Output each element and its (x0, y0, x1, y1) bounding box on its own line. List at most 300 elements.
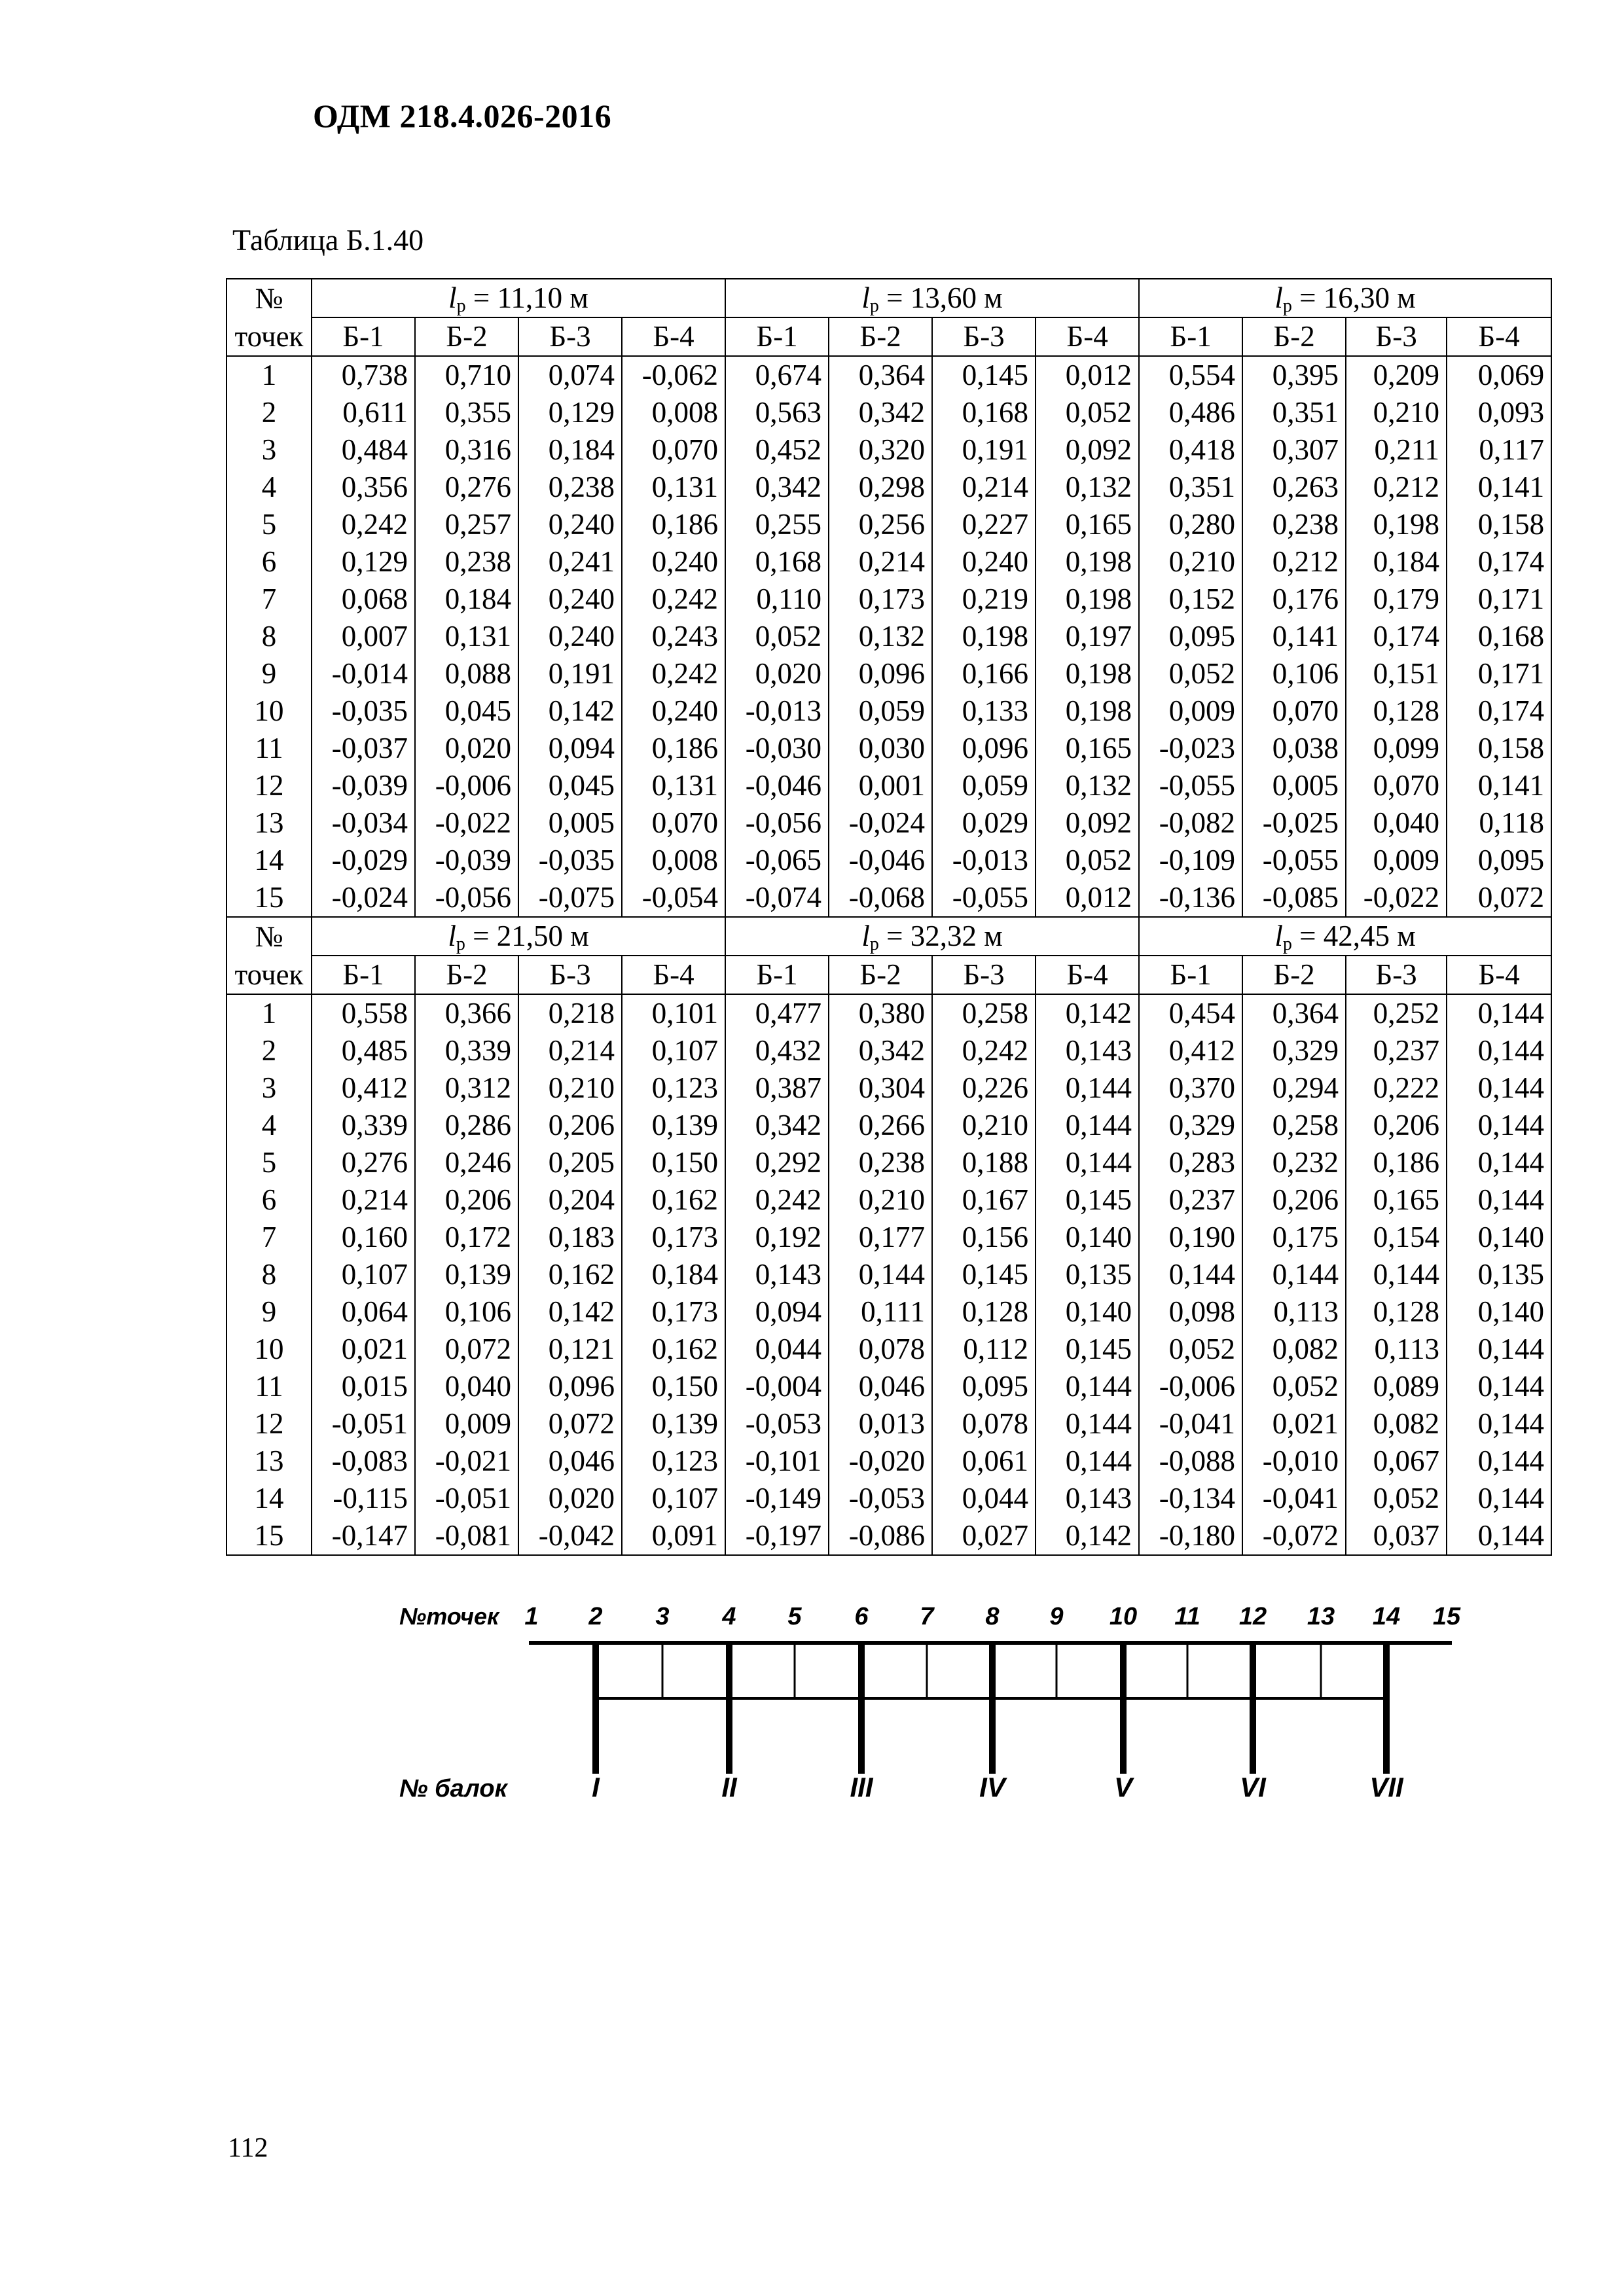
coefficient-cell: -0,024 (312, 879, 415, 917)
coefficient-cell: 0,096 (829, 655, 932, 692)
beam-header: Б-4 (1036, 956, 1139, 994)
point-number: 8 (226, 1256, 312, 1293)
coefficient-cell: 0,144 (1447, 1331, 1551, 1368)
coefficient-cell: -0,022 (1346, 879, 1447, 917)
coefficient-cell: 0,212 (1346, 469, 1447, 506)
coefficient-cell: 0,412 (312, 1069, 415, 1107)
coefficient-cell: 0,418 (1139, 431, 1242, 469)
coefficient-cell: 0,206 (1346, 1107, 1447, 1144)
point-number-label: 13 (1307, 1603, 1335, 1630)
coefficient-cell: 0,276 (312, 1144, 415, 1181)
point-number: 10 (226, 1331, 312, 1368)
coefficient-cell: 0,432 (725, 1032, 829, 1069)
coefficient-cell: 0,143 (1036, 1032, 1139, 1069)
coefficient-cell: 0,078 (829, 1331, 932, 1368)
point-number: 7 (226, 1219, 312, 1256)
beam-header: Б-3 (1346, 956, 1447, 994)
coefficient-cell: 0,020 (415, 730, 518, 767)
coefficient-cell: 0,152 (1139, 581, 1242, 618)
coefficient-cell: 0,145 (932, 356, 1036, 394)
coefficient-cell: 0,205 (518, 1144, 622, 1181)
coefficient-cell: 0,144 (1447, 1480, 1551, 1517)
coefficient-cell: -0,055 (932, 879, 1036, 917)
coefficient-cell: -0,056 (415, 879, 518, 917)
coefficient-cell: 0,111 (829, 1293, 932, 1331)
coefficient-cell: 0,243 (622, 618, 725, 655)
coefficient-cell: -0,085 (1242, 879, 1346, 917)
coefficient-cell: -0,013 (725, 692, 829, 730)
beam-number-label: VII (1369, 1772, 1403, 1803)
coefficient-cell: 0,316 (415, 431, 518, 469)
coefficient-cell: 0,113 (1242, 1293, 1346, 1331)
coefficient-cell: -0,086 (829, 1517, 932, 1555)
coefficient-cell: -0,035 (518, 842, 622, 879)
coefficient-cell: 0,144 (1447, 1443, 1551, 1480)
coefficient-cell: 0,190 (1139, 1219, 1242, 1256)
coefficient-cell: 0,093 (1447, 394, 1551, 431)
beam-header: Б-1 (725, 317, 829, 356)
coefficient-cell: 0,139 (622, 1107, 725, 1144)
coefficient-cell: 0,021 (1242, 1405, 1346, 1443)
coefficient-cell: -0,021 (415, 1443, 518, 1480)
coefficient-cell: -0,037 (312, 730, 415, 767)
coefficient-cell: 0,238 (415, 543, 518, 581)
coefficient-cell: 0,257 (415, 506, 518, 543)
span-length-value: 16,30 м (1323, 281, 1416, 314)
coefficient-cell: -0,051 (415, 1480, 518, 1517)
coefficient-cell: 0,128 (1346, 692, 1447, 730)
beams-axis-label: № балок (399, 1775, 507, 1803)
coefficient-cell: 0,210 (829, 1181, 932, 1219)
coefficient-cell: 0,263 (1242, 469, 1346, 506)
coefficient-cell: 0,563 (725, 394, 829, 431)
coefficient-cell: 0,214 (829, 543, 932, 581)
coefficient-cell: -0,006 (415, 767, 518, 804)
coefficient-cell: 0,172 (415, 1219, 518, 1256)
coefficient-cell: 0,238 (518, 469, 622, 506)
coefficient-cell: 0,064 (312, 1293, 415, 1331)
coefficient-cell: 0,186 (1346, 1144, 1447, 1181)
coefficient-cell: 0,162 (622, 1181, 725, 1219)
coefficient-cell: 0,395 (1242, 356, 1346, 394)
coefficient-cell: 0,009 (1346, 842, 1447, 879)
coefficient-cell: -0,041 (1139, 1405, 1242, 1443)
coefficient-cell: 0,226 (932, 1069, 1036, 1107)
point-number: 5 (226, 506, 312, 543)
beam-header: Б-1 (312, 956, 415, 994)
coefficient-cell: -0,014 (312, 655, 415, 692)
coefficient-cell: 0,144 (1447, 994, 1551, 1032)
span-length-header: $l_р = 16,30$ м (1139, 279, 1551, 317)
coefficient-cell: 0,387 (725, 1069, 829, 1107)
coefficient-cell: -0,136 (1139, 879, 1242, 917)
coefficient-cell: 0,214 (932, 469, 1036, 506)
coefficient-cell: 0,162 (622, 1331, 725, 1368)
coefficient-cell: 0,356 (312, 469, 415, 506)
coefficient-cell: 0,174 (1346, 618, 1447, 655)
beam-header: Б-4 (1447, 956, 1551, 994)
coefficient-cell: 0,168 (725, 543, 829, 581)
coefficient-cell: 0,038 (1242, 730, 1346, 767)
no-label: № (226, 917, 312, 956)
coefficient-cell: 0,240 (518, 618, 622, 655)
coefficient-cell: 0,214 (312, 1181, 415, 1219)
beam-number-label: I (592, 1772, 600, 1803)
coefficient-cell: 0,364 (1242, 994, 1346, 1032)
coefficient-cell: 0,030 (829, 730, 932, 767)
coefficient-cell: 0,059 (932, 767, 1036, 804)
coefficient-cell: 0,412 (1139, 1032, 1242, 1069)
beam-header: Б-1 (725, 956, 829, 994)
coefficient-cell: 0,210 (518, 1069, 622, 1107)
span-length-value: 11,10 м (497, 281, 588, 314)
coefficient-cell: 0,738 (312, 356, 415, 394)
coefficient-cell: 0,009 (1139, 692, 1242, 730)
span-length-value: 13,60 м (910, 281, 1003, 314)
coefficient-cell: -0,134 (1139, 1480, 1242, 1517)
coefficient-cell: -0,054 (622, 879, 725, 917)
span-length-header: $l_р = 13,60$ м (725, 279, 1139, 317)
coefficient-cell: 0,486 (1139, 394, 1242, 431)
coefficient-cell: 0,219 (932, 581, 1036, 618)
coefficient-cell: 0,005 (518, 804, 622, 842)
coefficient-cell: 0,283 (1139, 1144, 1242, 1181)
coefficient-cell: -0,053 (829, 1480, 932, 1517)
coefficient-cell: -0,065 (725, 842, 829, 879)
beam-number-label: VI (1240, 1772, 1266, 1803)
coefficient-cell: 0,092 (1036, 804, 1139, 842)
coefficient-cell: 0,320 (829, 431, 932, 469)
beam-header: Б-1 (1139, 956, 1242, 994)
coefficient-cell: 0,183 (518, 1219, 622, 1256)
coefficient-cell: -0,075 (518, 879, 622, 917)
point-number: 1 (226, 356, 312, 394)
coefficient-cell: 0,198 (1036, 655, 1139, 692)
coefficient-cell: 0,241 (518, 543, 622, 581)
coefficient-cell: 0,351 (1139, 469, 1242, 506)
coefficient-cell: 0,144 (1036, 1368, 1139, 1405)
point-number: 11 (226, 1368, 312, 1405)
coefficient-cell: 0,329 (1139, 1107, 1242, 1144)
coefficient-cell: 0,095 (1447, 842, 1551, 879)
coefficient-cell: 0,135 (1036, 1256, 1139, 1293)
point-number-label: 6 (854, 1603, 869, 1630)
coefficient-cell: 0,141 (1447, 767, 1551, 804)
span-length-value: 21,50 м (496, 920, 589, 952)
coefficient-cell: 0,132 (1036, 767, 1139, 804)
coefficient-cell: 0,240 (518, 506, 622, 543)
beam-header: Б-2 (415, 317, 518, 356)
coefficient-cell: 0,070 (622, 804, 725, 842)
coefficient-cell: 0,133 (932, 692, 1036, 730)
coefficient-cell: 0,174 (1447, 692, 1551, 730)
coefficient-cell: 0,175 (1242, 1219, 1346, 1256)
beam-header: Б-2 (1242, 956, 1346, 994)
coefficient-cell: 0,355 (415, 394, 518, 431)
coefficient-cell: 0,020 (518, 1480, 622, 1517)
coefficient-cell: 0,242 (932, 1032, 1036, 1069)
coefficient-cell: -0,147 (312, 1517, 415, 1555)
point-number: 14 (226, 842, 312, 879)
coefficient-cell: 0,370 (1139, 1069, 1242, 1107)
coefficient-cell: 0,191 (932, 431, 1036, 469)
coefficient-cell: 0,209 (1346, 356, 1447, 394)
coefficient-cell: -0,197 (725, 1517, 829, 1555)
coefficient-cell: 0,184 (1346, 543, 1447, 581)
coefficient-cell: -0,062 (622, 356, 725, 394)
coefficient-cell: 0,070 (1242, 692, 1346, 730)
coefficient-cell: -0,074 (725, 879, 829, 917)
coefficient-cell: 0,258 (932, 994, 1036, 1032)
coefficient-cell: 0,144 (1346, 1256, 1447, 1293)
coefficient-cell: -0,030 (725, 730, 829, 767)
coefficient-cell: 0,131 (622, 469, 725, 506)
page-number: 112 (228, 2133, 268, 2163)
coefficient-cell: 0,210 (1139, 543, 1242, 581)
coefficient-cell: 0,342 (725, 1107, 829, 1144)
coefficient-cell: -0,024 (829, 804, 932, 842)
coefficient-cell: 0,139 (622, 1405, 725, 1443)
point-number-label: 3 (655, 1603, 670, 1630)
coefficient-cell: 0,206 (1242, 1181, 1346, 1219)
coefficient-cell: 0,078 (932, 1405, 1036, 1443)
point-number: 14 (226, 1480, 312, 1517)
coefficient-cell: 0,139 (415, 1256, 518, 1293)
coefficient-cell: 0,045 (415, 692, 518, 730)
coefficient-cell: 0,252 (1346, 994, 1447, 1032)
coefficient-cell: -0,013 (932, 842, 1036, 879)
coefficient-cell: -0,022 (415, 804, 518, 842)
document-code: ОДМ 218.4.026-2016 (313, 98, 612, 134)
coefficient-cell: 0,246 (415, 1144, 518, 1181)
coefficient-cell: 0,144 (1447, 1107, 1551, 1144)
scheme-labels (399, 1603, 1461, 1803)
coefficient-cell: 0,710 (415, 356, 518, 394)
coefficient-cell: 0,106 (415, 1293, 518, 1331)
points-axis-label: №точек (399, 1603, 499, 1630)
coefficient-cell: 0,128 (932, 1293, 1036, 1331)
point-number-label: 12 (1238, 1603, 1267, 1630)
coefficient-cell: 0,171 (1447, 581, 1551, 618)
span-length-header: $l_р = 42,45$ м (1139, 917, 1551, 956)
coefficient-cell: -0,041 (1242, 1480, 1346, 1517)
coefficient-cell: -0,088 (1139, 1443, 1242, 1480)
coefficient-cell: 0,112 (932, 1331, 1036, 1368)
coefficient-cell: 0,238 (829, 1144, 932, 1181)
coefficient-cell: 0,059 (829, 692, 932, 730)
coefficient-cell: -0,109 (1139, 842, 1242, 879)
coefficient-cell: 0,286 (415, 1107, 518, 1144)
coefficient-cell: 0,082 (1242, 1331, 1346, 1368)
coefficient-cell: 0,191 (518, 655, 622, 692)
coefficient-cell: 0,132 (829, 618, 932, 655)
point-number: 4 (226, 1107, 312, 1144)
coefficient-cell: 0,072 (518, 1405, 622, 1443)
coefficient-cell: 0,070 (1346, 767, 1447, 804)
coefficient-cell: 0,107 (312, 1256, 415, 1293)
coefficient-cell: 0,558 (312, 994, 415, 1032)
coefficient-cell: 0,052 (1139, 655, 1242, 692)
coefficient-cell: 0,141 (1242, 618, 1346, 655)
coefficient-cell: 0,145 (1036, 1331, 1139, 1368)
coefficient-cell: 0,452 (725, 431, 829, 469)
beam-header: Б-3 (932, 317, 1036, 356)
coefficient-cell: 0,143 (1036, 1480, 1139, 1517)
coefficient-cell: 0,366 (415, 994, 518, 1032)
table-caption: Таблица Б.1.40 (232, 223, 424, 257)
point-number: 6 (226, 543, 312, 581)
point-number-label: 14 (1372, 1603, 1401, 1630)
point-number: 6 (226, 1181, 312, 1219)
point-number: 15 (226, 879, 312, 917)
coefficient-cell: 0,192 (725, 1219, 829, 1256)
coefficient-cell: -0,010 (1242, 1443, 1346, 1480)
beam-header: Б-2 (829, 956, 932, 994)
coefficient-cell: 0,339 (312, 1107, 415, 1144)
coefficient-cell: 0,171 (1447, 655, 1551, 692)
coefficient-cell: 0,144 (1447, 1405, 1551, 1443)
coefficient-cell: 0,015 (312, 1368, 415, 1405)
coefficient-cell: 0,227 (932, 506, 1036, 543)
beam-header: Б-3 (932, 956, 1036, 994)
coefficient-cell: 0,485 (312, 1032, 415, 1069)
coefficient-cell: 0,091 (622, 1517, 725, 1555)
coefficient-cell: 0,129 (312, 543, 415, 581)
coefficient-cell: 0,144 (1139, 1256, 1242, 1293)
point-number: 15 (226, 1517, 312, 1555)
points-label: точек (226, 317, 312, 356)
coefficient-cell: 0,044 (932, 1480, 1036, 1517)
coefficient-cell: 0,007 (312, 618, 415, 655)
coefficient-cell: 0,005 (1242, 767, 1346, 804)
points-label: точек (226, 956, 312, 994)
coefficient-cell: 0,052 (1139, 1331, 1242, 1368)
coefficient-cell: 0,037 (1346, 1517, 1447, 1555)
coefficient-cell: 0,454 (1139, 994, 1242, 1032)
beam-header: Б-4 (622, 317, 725, 356)
coefficient-cell: 0,166 (932, 655, 1036, 692)
point-number: 8 (226, 618, 312, 655)
point-number: 1 (226, 994, 312, 1032)
coefficient-cell: -0,046 (829, 842, 932, 879)
coefficient-cell: -0,081 (415, 1517, 518, 1555)
coefficient-cell: 0,144 (1036, 1144, 1139, 1181)
coefficient-cell: 0,198 (932, 618, 1036, 655)
coefficient-cell: -0,025 (1242, 804, 1346, 842)
coefficient-cell: 0,240 (622, 543, 725, 581)
coefficient-cell: -0,180 (1139, 1517, 1242, 1555)
point-number: 10 (226, 692, 312, 730)
coefficient-cell: -0,023 (1139, 730, 1242, 767)
coefficient-cell: 0,067 (1346, 1443, 1447, 1480)
coefficient-cell: -0,046 (725, 767, 829, 804)
coefficient-cell: 0,176 (1242, 581, 1346, 618)
coefficient-cell: 0,212 (1242, 543, 1346, 581)
coefficient-cell: 0,142 (1036, 1517, 1139, 1555)
coefficient-cell: 0,123 (622, 1069, 725, 1107)
coefficient-cell: 0,276 (415, 469, 518, 506)
span-length-header: $l_р = 21,50$ м (312, 917, 725, 956)
point-number-label: 2 (588, 1603, 603, 1630)
coefficient-cell: -0,051 (312, 1405, 415, 1443)
coefficient-cell: 0,184 (415, 581, 518, 618)
coefficient-cell: 0,351 (1242, 394, 1346, 431)
coefficient-cell: 0,186 (622, 730, 725, 767)
coefficient-cell: 0,140 (1036, 1219, 1139, 1256)
point-number: 13 (226, 804, 312, 842)
coefficient-cell: 0,094 (725, 1293, 829, 1331)
coefficient-cell: 0,029 (932, 804, 1036, 842)
coefficient-cell: 0,070 (622, 431, 725, 469)
coefficient-cell: 0,174 (1447, 543, 1551, 581)
coefficient-cell: 0,144 (1242, 1256, 1346, 1293)
coefficient-cell: 0,089 (1346, 1368, 1447, 1405)
coefficient-cell: 0,218 (518, 994, 622, 1032)
coefficient-cell: 0,232 (1242, 1144, 1346, 1181)
span-length-header: $l_р = 11,10$ м (312, 279, 725, 317)
coefficient-cell: 0,304 (829, 1069, 932, 1107)
coefficient-cell: 0,342 (829, 1032, 932, 1069)
coefficient-cell: 0,068 (312, 581, 415, 618)
coefficient-cell: 0,165 (1346, 1181, 1447, 1219)
coefficient-cell: 0,013 (829, 1405, 932, 1443)
coefficient-cell: 0,204 (518, 1181, 622, 1219)
point-number: 9 (226, 1293, 312, 1331)
coefficient-cell: 0,096 (932, 730, 1036, 767)
beam-header: Б-1 (1139, 317, 1242, 356)
point-number-label: 7 (920, 1603, 934, 1630)
coefficient-cell: -0,149 (725, 1480, 829, 1517)
coefficient-cell: 0,477 (725, 994, 829, 1032)
coefficient-cell: 0,040 (1346, 804, 1447, 842)
coefficient-cell: 0,110 (725, 581, 829, 618)
coefficient-cell: 0,046 (518, 1443, 622, 1480)
coefficient-cell: 0,072 (415, 1331, 518, 1368)
coefficient-cell: 0,329 (1242, 1032, 1346, 1069)
coefficient-cell: 0,184 (622, 1256, 725, 1293)
coefficient-cell: 0,001 (829, 767, 932, 804)
coefficient-cell: 0,266 (829, 1107, 932, 1144)
coefficient-cell: 0,098 (1139, 1293, 1242, 1331)
coefficient-cell: 0,101 (622, 994, 725, 1032)
point-number-label: 1 (524, 1603, 539, 1630)
coefficient-cell: 0,082 (1346, 1405, 1447, 1443)
point-number-label: 10 (1109, 1603, 1138, 1630)
point-number: 12 (226, 767, 312, 804)
coefficient-cell: 0,099 (1346, 730, 1447, 767)
span-length-value: 32,32 м (910, 920, 1003, 952)
coefficient-cell: 0,121 (518, 1331, 622, 1368)
coefficient-cell: 0,144 (1447, 1032, 1551, 1069)
coefficient-cell: 0,206 (415, 1181, 518, 1219)
coefficient-cell: 0,144 (1036, 1405, 1139, 1443)
point-number: 2 (226, 394, 312, 431)
point-number: 4 (226, 469, 312, 506)
coefficient-cell: 0,012 (1036, 879, 1139, 917)
coefficient-cell: 0,554 (1139, 356, 1242, 394)
coefficient-cell: 0,173 (829, 581, 932, 618)
coefficient-cell: 0,046 (829, 1368, 932, 1405)
coefficient-cell: 0,312 (415, 1069, 518, 1107)
coefficient-cell: 0,052 (1242, 1368, 1346, 1405)
coefficient-cell: 0,052 (1346, 1480, 1447, 1517)
point-number: 3 (226, 431, 312, 469)
coefficient-cell: 0,095 (932, 1368, 1036, 1405)
beam-header: Б-3 (1346, 317, 1447, 356)
beam-number-label: II (721, 1772, 737, 1803)
coefficient-cell: 0,674 (725, 356, 829, 394)
coefficient-cell: 0,107 (622, 1480, 725, 1517)
